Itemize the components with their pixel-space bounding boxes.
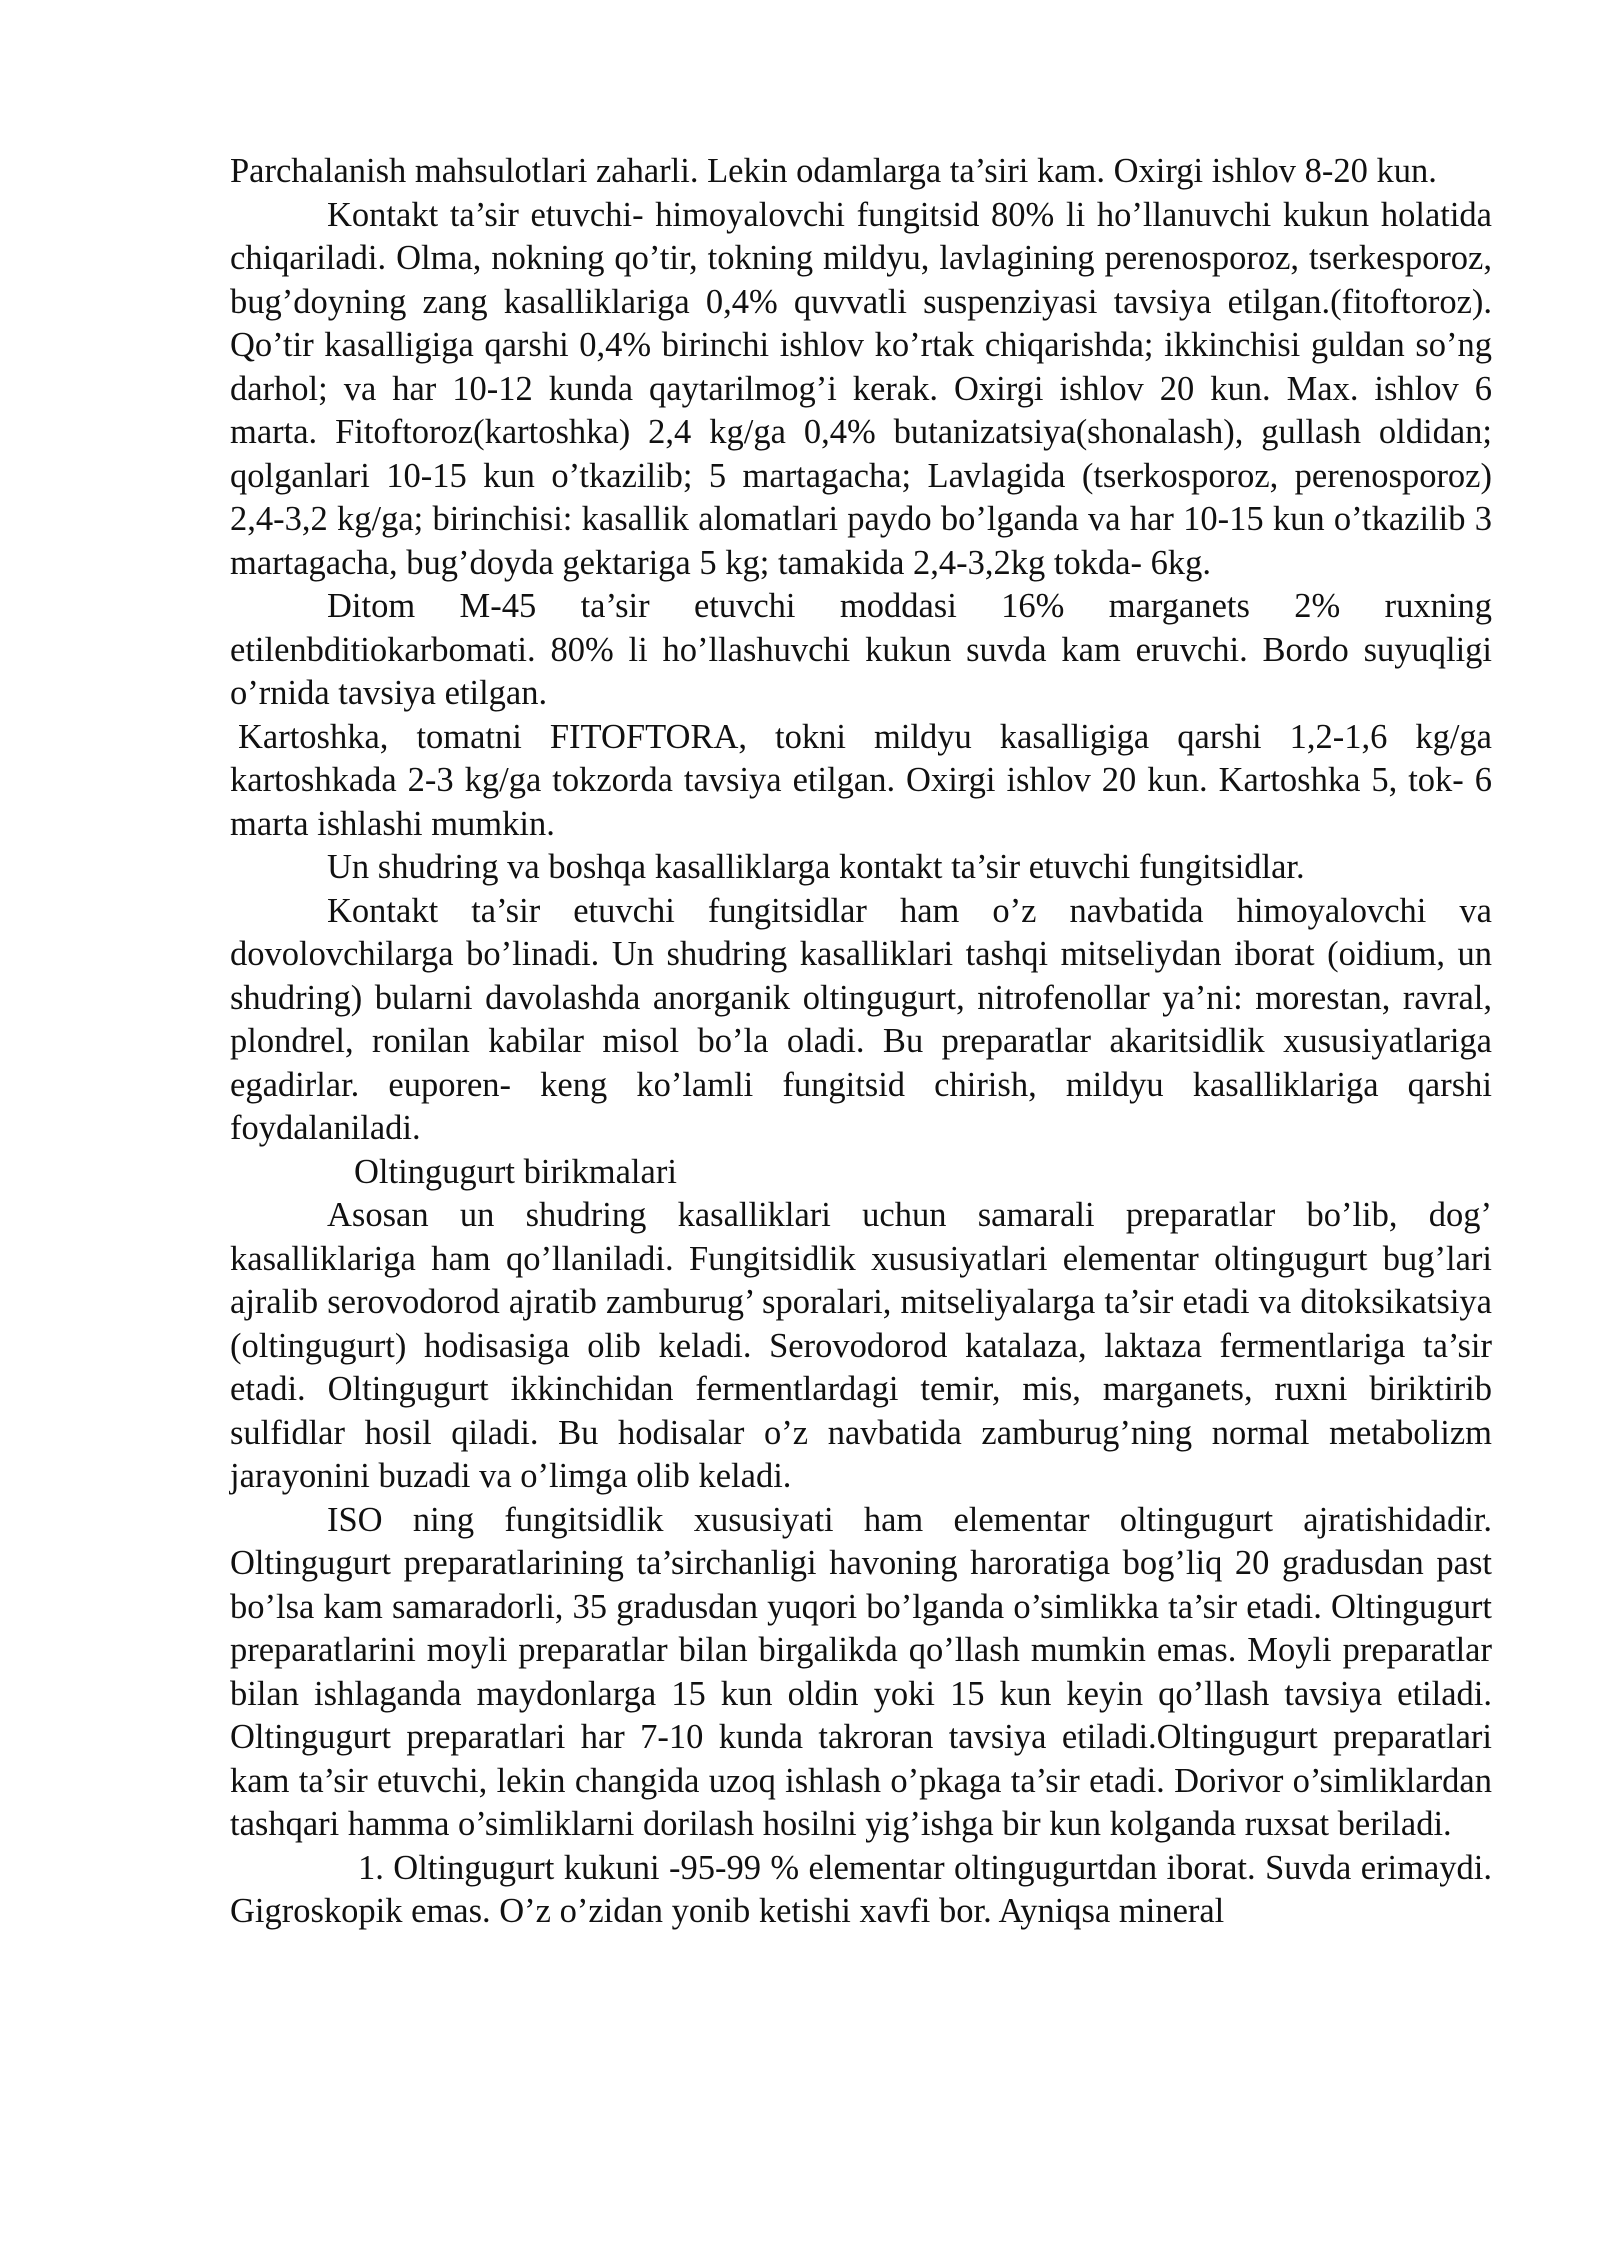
paragraph-sulfur-effect: Asosan un shudring kasalliklari uchun samarali preparatlar bo’lib, dog’ kasalliklariga ham qo’llaniladi. Fungitsidlik xususiyatlari elementar oltingugurt bug’lari ajralib serovodorod ajratib zamburug’ sporalari, mitseliyalarga ta’sir etadi va ditoksikatsiya (oltingugurt) hodisasiga olib keladi. Serovodorod katalaza, laktaza fermentlariga ta’sir etadi. Oltingugurt ikkinchidan fermentlardagi temir, mis, marganets, ruxni biriktirib sulfidlar hosil qiladi. Bu hodisalar o’z navbatida zamburug’ning normal metabolizm jarayonini buzadi va o’limga olib keladi. bbox=[230, 1196, 1492, 1495]
section-heading-sulfur-compounds: Oltingugurt birikmalari bbox=[354, 1152, 677, 1191]
document-page bbox=[230, 150, 1492, 1934]
paragraph-potato-tomato: Kartoshka, tomatni FITOFTORA, tokni mildyu kasalligiga qarshi 1,2-1,6 kg/ga kartoshkada 2-3 kg/ga tokzorda tavsiya etilgan. Oxirgi ishlov 20 kun. Kartoshka 5, tok- 6 marta ishlashi mumkin. bbox=[230, 717, 1492, 843]
paragraph-contact-fungicides-divided: Kontakt ta’sir etuvchi fungitsidlar ham o’z navbatida himoyalovchi va dovolovchilarga bo’linadi. Un shudring kasalliklari tashqi mitseliydan iborat (oidium, un shudring) bularni davolashda anorganik oltingugurt, nitrofenollar ya’ni: morestan, ravral, plondrel, ronilan kabilar misol bo’la oladi. Bu preparatlar akaritsidlik xususiyatlariga egadirlar. euporen- keng ko’lamli fungitsid chirish, mildyu kasalliklariga qarshi foydalaniladi. bbox=[230, 891, 1492, 1147]
paragraph-powdery-mildew-heading: Un shudring va boshqa kasalliklarga kontakt ta’sir etuvchi fungitsidlar. bbox=[327, 848, 1305, 886]
list-item-sulfur-powder: 1. Oltingugurt kukuni -95-99 % elementar oltingugurtdan iborat. Suvda erimaydi. Gigroskopik emas. O’z o’zidan yonib ketishi xavfi bor. Ayniqsa mineral bbox=[230, 1848, 1492, 1930]
paragraph-contact-fungicide: Kontakt ta’sir etuvchi- himoyalovchi fungitsid 80% li ho’llanuvchi kukun holatida chiqariladi. Olma, nokning qo’tir, tokning mildyu, lavlagining perenosporoz, tserkesporoz, bug’doyning zang kasalliklariga 0,4% quvvatli suspenziyasi tavsiya etilgan.(fitoftoroz). Qo’tir kasalligiga qarshi 0,4% birinchi ishlov ko’rtak chiqarishda; ikkinchisi guldan so’ng darhol; va har 10-12 kunda qaytarilmog’i kerak. Oxirgi ishlov 20 kun. Max. ishlov 6 marta. Fitoftoroz(kartoshka) 2,4 kg/ga 0,4% butanizatsiya(shonalash), gullash oldidan; qolganlari 10-15 kun o’tkazilib; 5 martagacha; Lavlagida (tserkosporoz, perenosporoz) 2,4-3,2 kg/ga; birinchisi: kasallik alomatlari paydo bo’lganda va har 10-15 kun o’tkazilib 3 martagacha, bug’doyda gektariga 5 kg; tamakida 2,4-3,2kg tokda- 6kg. bbox=[230, 195, 1492, 582]
paragraph-decomposition: Parchalanish mahsulotlari zaharli. Lekin odamlarga ta’siri kam. Oxirgi ishlov 8-20 kun. bbox=[230, 152, 1437, 190]
paragraph-ditom-m45: Ditom M-45 ta’sir etuvchi moddasi 16% marganets 2% ruxning etilenbditiokarbomati. 80% li ho’llashuvchi kukun suvda kam eruvchi. Bordo suyuqligi o’rnida tavsiya etilgan. bbox=[230, 587, 1492, 712]
paragraph-iso-properties: ISO ning fungitsidlik xususiyati ham elementar oltingugurt ajratishidadir. Oltingugurt preparatlarining ta’sirchanligi havoning haroratiga bog’liq 20 gradusdan past bo’lsa kam samaradorli, 35 gradusdan yuqori bo’lganda o’simlikka ta’sir etadi. Oltingugurt preparatlarini moyli preparatlar bilan birgalikda qo’llash mumkin emas. Moyli preparatlar bilan ishlaganda maydonlarga 15 kun oldin yoki 15 kun keyin qo’llash tavsiya etiladi. Oltingugurt preparatlari har 7-10 kunda takroran tavsiya etiladi.Oltingugurt preparatlari kam ta’sir etuvchi, lekin changida uzoq ishlash o’pkaga ta’sir etadi. Dorivor o’simliklardan tashqari hamma o’simliklarni dorilash hosilni yig’ishga bir kun kolganda ruxsat beriladi. bbox=[230, 1500, 1492, 1843]
